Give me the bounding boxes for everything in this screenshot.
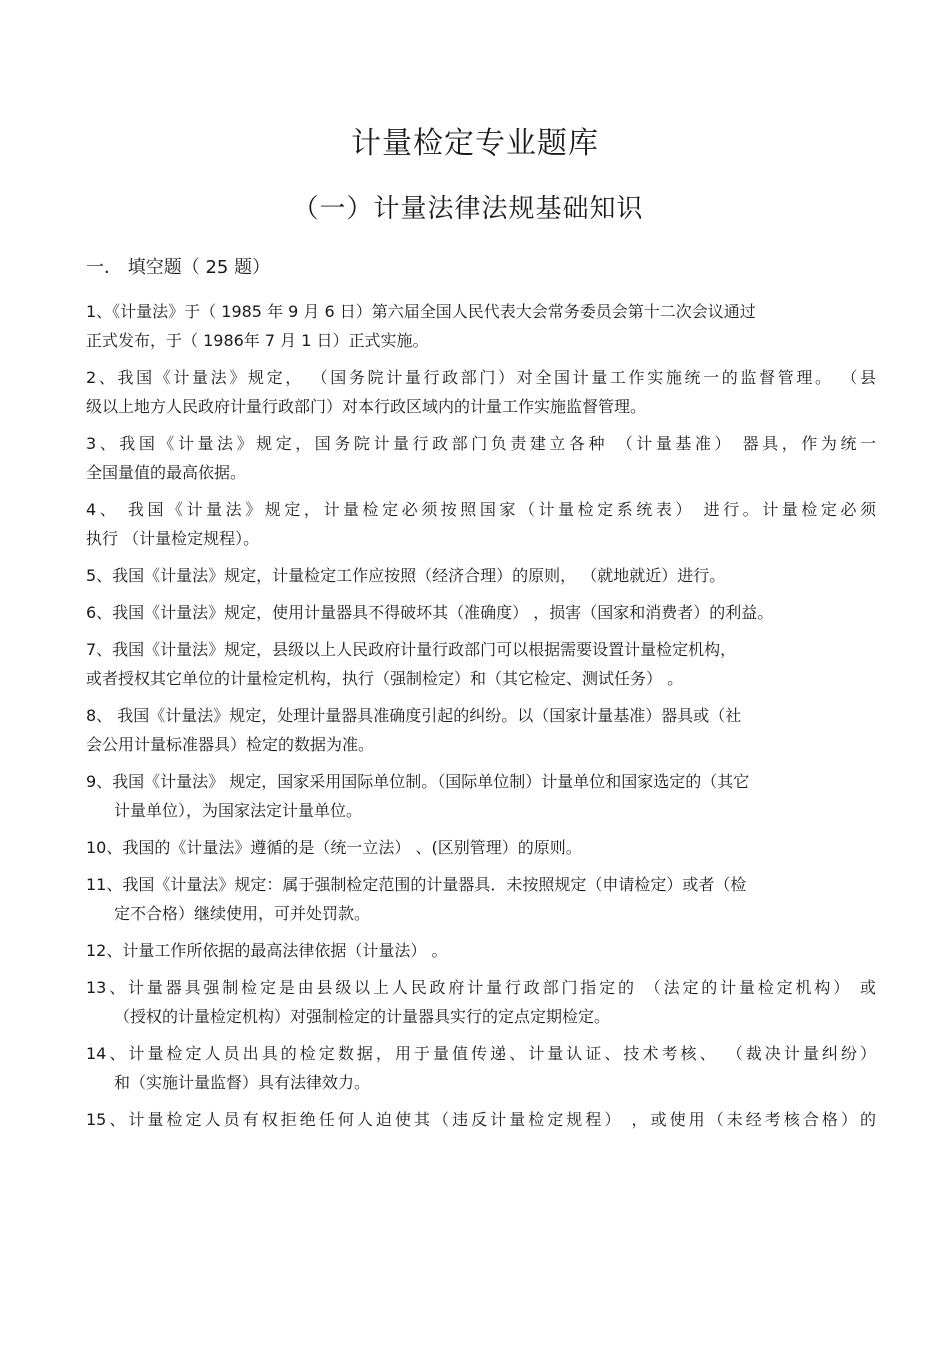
section-heading: 一． 填空题（ 25 题）: [86, 257, 271, 278]
document-subtitle: （一）计量法律法规基础知识: [292, 194, 644, 224]
question-item: [86, 297, 876, 355]
question-line: 12、计量工作所依据的最高法律依据（计量法） 。: [86, 941, 448, 960]
question-line: 级以上地方人民政府计量行政部门）对本行政区域内的计量工作实施监督管理。: [86, 397, 647, 416]
question-line: 定不合格）继续使用，可并处罚款。: [114, 904, 371, 923]
question-item: [86, 936, 876, 965]
question-line: 13、计量器具强制检定是由县级以上人民政府计量行政部门指定的 （法定的计量检定机构） 或: [86, 978, 876, 997]
question-item: [86, 363, 876, 421]
question-line: 10、我国的《计量法》遵循的是（统一立法） 、(区别管理）的原则。: [86, 838, 582, 857]
question-item: [86, 973, 876, 1031]
document-title: 计量检定专业题库: [351, 126, 599, 161]
question-line: 3、我国《计量法》规定，国务院计量行政部门负责建立各种 （计量基准） 器具，作为统一: [86, 434, 876, 453]
question-line: 14、计量检定人员出具的检定数据，用于量值传递、计量认证、技术考核、 （裁决计量纠纷）: [86, 1044, 876, 1063]
question-line: 4、 我国《计量法》规定，计量检定必须按照国家（计量检定系统表） 进行。计量检定必须: [86, 500, 876, 519]
question-line: 6、我国《计量法》规定，使用计量器具不得破坏其（准确度） ，损害（国家和消费者）的利益。: [86, 603, 774, 622]
question-line: 1、《计量法》于（ 1985 年 9 月 6 日）第六届全国人民代表大会常务委员会第十二次会议通过: [86, 302, 756, 321]
question-line: 5、我国《计量法》规定，计量检定工作应按照（经济合理）的原则， （就地就近）进行。: [86, 566, 726, 585]
question-item: [86, 598, 876, 627]
question-line: 11、我国《计量法》规定：属于强制检定范围的计量器具．未按照规定（申请检定）或者（检: [86, 875, 747, 894]
question-item: [86, 1105, 876, 1134]
question-line: 执行 （计量检定规程）。: [86, 529, 260, 548]
question-item: [86, 561, 876, 590]
question-line: 7、我国《计量法》规定，县级以上人民政府计量行政部门可以根据需要设置计量检定机构，: [86, 640, 737, 659]
question-list: [86, 297, 876, 1142]
question-item: [86, 833, 876, 862]
question-line: 会公用计量标准器具）检定的数据为准。: [86, 735, 375, 754]
question-item: [86, 495, 876, 553]
question-line: 全国量值的最高依据。: [86, 463, 247, 482]
question-line: 15、计量检定人员有权拒绝任何人迫使其（违反计量检定规程） ，或使用（未经考核合格）的: [86, 1110, 876, 1129]
question-line: 计量单位），为国家法定计量单位。: [114, 801, 363, 820]
question-line: 正式发布，于（ 1986年 7 月 1 日）正式实施。: [86, 331, 429, 350]
question-item: [86, 1039, 876, 1097]
question-item: [86, 870, 876, 928]
question-item: [86, 429, 876, 487]
question-line: 8、 我国《计量法》规定，处理计量器具准确度引起的纠纷。以（国家计量基准）器具或（社: [86, 706, 742, 725]
question-item: [86, 701, 876, 759]
question-item: [86, 635, 876, 693]
question-line: 和（实施计量监督）具有法律效力。: [114, 1073, 371, 1092]
question-item: [86, 767, 876, 825]
question-line: 9、我国《计量法》 规定，国家采用国际单位制。（国际单位制）计量单位和国家选定的（其它: [86, 772, 750, 791]
question-line: 2、我国《计量法》规定， （国务院计量行政部门）对全国计量工作实施统一的监督管理。 （县: [86, 368, 876, 387]
question-line: 或者授权其它单位的计量检定机构，执行（强制检定）和（其它检定、测试任务） 。: [86, 669, 684, 688]
question-line: （授权的计量检定机构）对强制检定的计量器具实行的定点定期检定。: [114, 1007, 611, 1026]
